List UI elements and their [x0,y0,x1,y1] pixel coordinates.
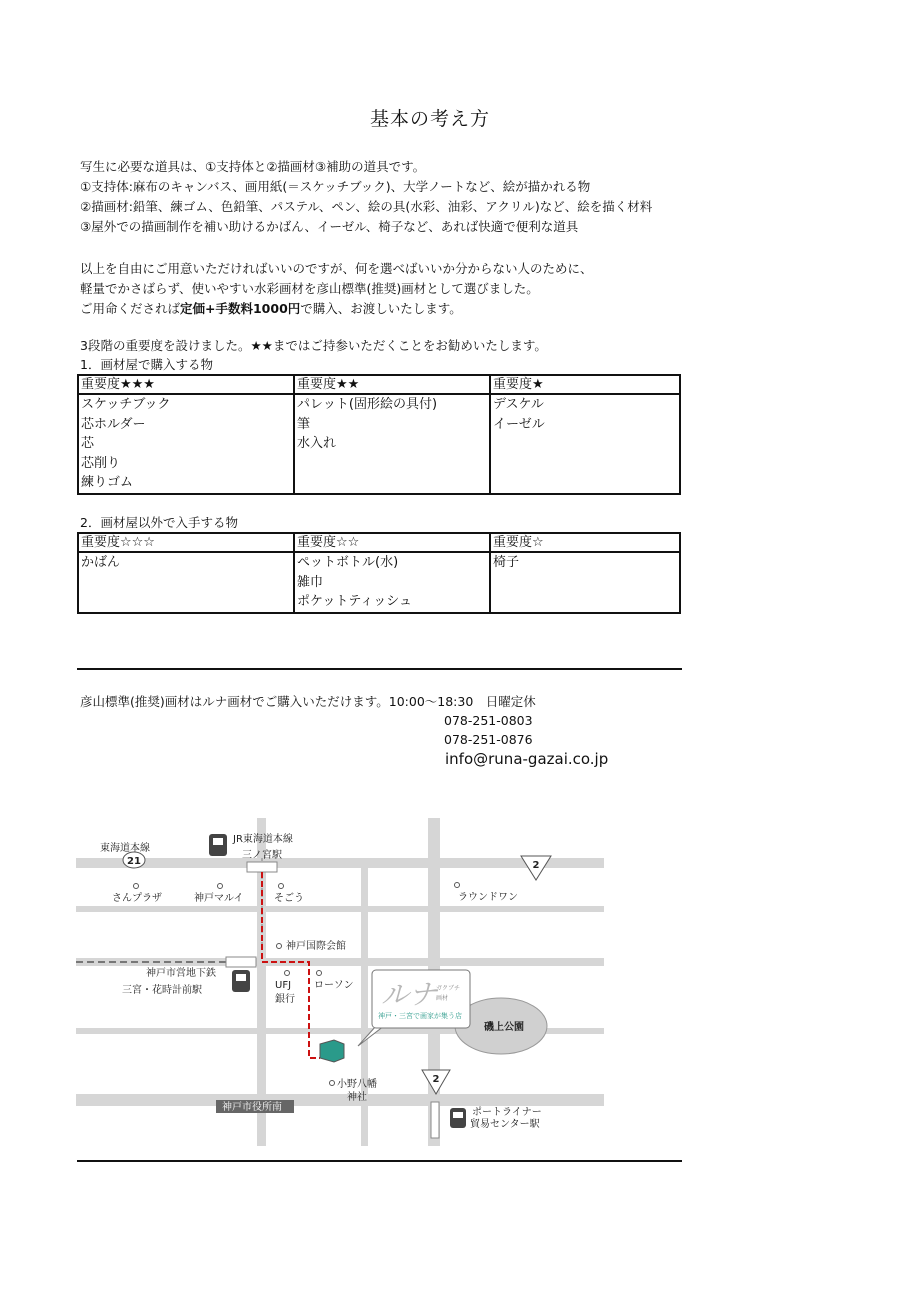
table1-cell [294,394,490,494]
importance-note: 3段階の重要度を設けました。★★まではご持参いただくことをお勧めいたします。 [80,338,547,353]
list-item: 芯ホルダー [81,416,146,432]
email-address: info@runa-gazai.co.jp [445,750,609,768]
onohachiman-label: 小野八幡 [337,1079,377,1090]
list-item: 水入れ [297,436,337,451]
poi-marker [330,1081,335,1086]
intro-line: ③屋外での描画制作を補い助けるかばん、イーゼル、椅子など、あれば快適で便利な道具 [80,219,579,234]
table1-caption: 1．画材屋で購入する物 [80,357,213,372]
marui-label: 神戸マルイ [194,893,244,904]
list-item: デスケル [493,397,544,412]
table1-cell [490,394,680,494]
list-item: パレット(固形絵の具付) [297,397,438,412]
access-map [76,818,604,1146]
divider [77,668,682,670]
intro-block [80,157,652,237]
sanplaza-label: さんプラザ [112,893,162,904]
recommend-block [80,259,593,319]
boeki-label: 貿易センター駅 [470,1119,540,1130]
portliner-platform [431,1102,439,1138]
subway-station-label: 三宮・花時計前駅 [122,985,202,996]
list-item: ポケットティッシュ [297,594,413,609]
route2-label-south: 2 [432,1074,440,1085]
intro-line: ②描画材:鉛筆、練ゴム、色鉛筆、パステル、ペン、絵の具(水彩、油彩、アクリル)など、絵を描く材料 [80,199,653,214]
table1-header: 重要度★★ [294,375,490,394]
store-logo-small-2: 画材 [436,995,449,1002]
list-item: 雑巾 [297,574,324,590]
list-item: 筆 [297,416,311,432]
table2-header: 重要度☆ [490,533,680,552]
poi-marker [317,971,322,976]
list-item: 芯 [81,436,95,451]
poi-marker [279,884,284,889]
isogami-park-label: 磯上公園 [484,1022,524,1033]
subway-line-label: 神戸市営地下鉄 [146,968,216,979]
poi-marker [455,883,460,888]
road-cityhall [76,1094,604,1106]
subway-icon-window [236,974,246,981]
table1-header: 重要度★★★ [78,375,294,394]
order-price: 定価+手数料1000円 [180,301,301,316]
poi-marker [134,884,139,889]
divider [77,1160,682,1162]
cityhall-stop-label: 神戸市役所南 [222,1102,282,1113]
order-suffix: で購入、お渡しいたします。 [300,301,462,316]
table2-header: 重要度☆☆☆ [78,533,294,552]
sogo-label: そごう [274,893,304,904]
table2-caption: 2．画材屋以外で入手する物 [80,515,238,530]
store-marker-icon [320,1040,344,1062]
list-item: スケッチブック [81,397,171,412]
list-item: 練りゴム [81,475,134,490]
list-item: 椅子 [493,555,520,570]
route21-label: 21 [127,856,141,867]
route2-label: 2 [532,860,540,871]
store-logo: ルナ [381,978,438,1011]
table-other-sources [77,532,681,614]
portliner-label: ポートライナー [472,1107,542,1118]
fax-number: 078-251-0876 [444,732,533,747]
table1-cell [78,394,294,494]
jr-station-label: 三ノ宮駅 [242,850,282,861]
subway-platform [226,957,256,967]
road [76,906,604,912]
list-item: かばん [81,555,121,570]
poi-marker [285,971,290,976]
poi-marker [218,884,223,889]
jr-line-label: JR東海道本線 [233,834,293,845]
store-logo-small: ガクブチ [436,985,461,992]
order-prefix: ご用命くだされば [80,301,181,316]
train-icon-window [213,838,223,845]
intro-line: 写生に必要な道具は、①支持体と②描画材③補助の道具です。 [80,159,426,174]
table2-cell [78,552,294,613]
tokaido-label: 東海道本線 [100,843,150,854]
order-line [80,299,593,319]
poi-marker [277,944,282,949]
phone-number: 078-251-0803 [444,713,533,728]
store-info: 彦山標準(推奨)画材はルナ画材でご購入いただけます。10:00〜18:30 日曜定休 [80,694,536,709]
page-title: 基本の考え方 [369,108,490,130]
onohachiman-label-2: 神社 [347,1092,367,1103]
ufj-label: UFJ [275,980,292,991]
table2-header: 重要度☆☆ [294,533,490,552]
list-item: イーゼル [493,416,545,432]
intro-line: ①支持体:麻布のキャンバス、画用紙(＝スケッチブック)、大学ノートなど、絵が描かれる物 [80,179,591,194]
list-item: 芯削り [81,455,121,471]
list-item: ペットボトル(水) [297,555,399,570]
lawson-label: ローソン [314,980,354,991]
jr-platform [247,862,277,872]
portliner-icon-window [453,1112,463,1118]
table1-header: 重要度★ [490,375,680,394]
store-tagline: 神戸・三宮で画家が集う店 [378,1012,462,1020]
kokusai-label: 神戸国際会館 [286,941,346,952]
table2-cell [490,552,680,613]
recommend-line: 以上を自由にご用意いただければいいのですが、何を選べばいいか分からない人のために、 [80,261,593,276]
table-art-store [77,374,681,495]
table2-cell [294,552,490,613]
ufj-label-2: 銀行 [275,994,295,1005]
recommend-line: 軽量でかさばらず、使いやすい水彩画材を彦山標準(推奨)画材として選びました。 [80,281,539,296]
round1-label: ラウンドワン [458,892,518,903]
